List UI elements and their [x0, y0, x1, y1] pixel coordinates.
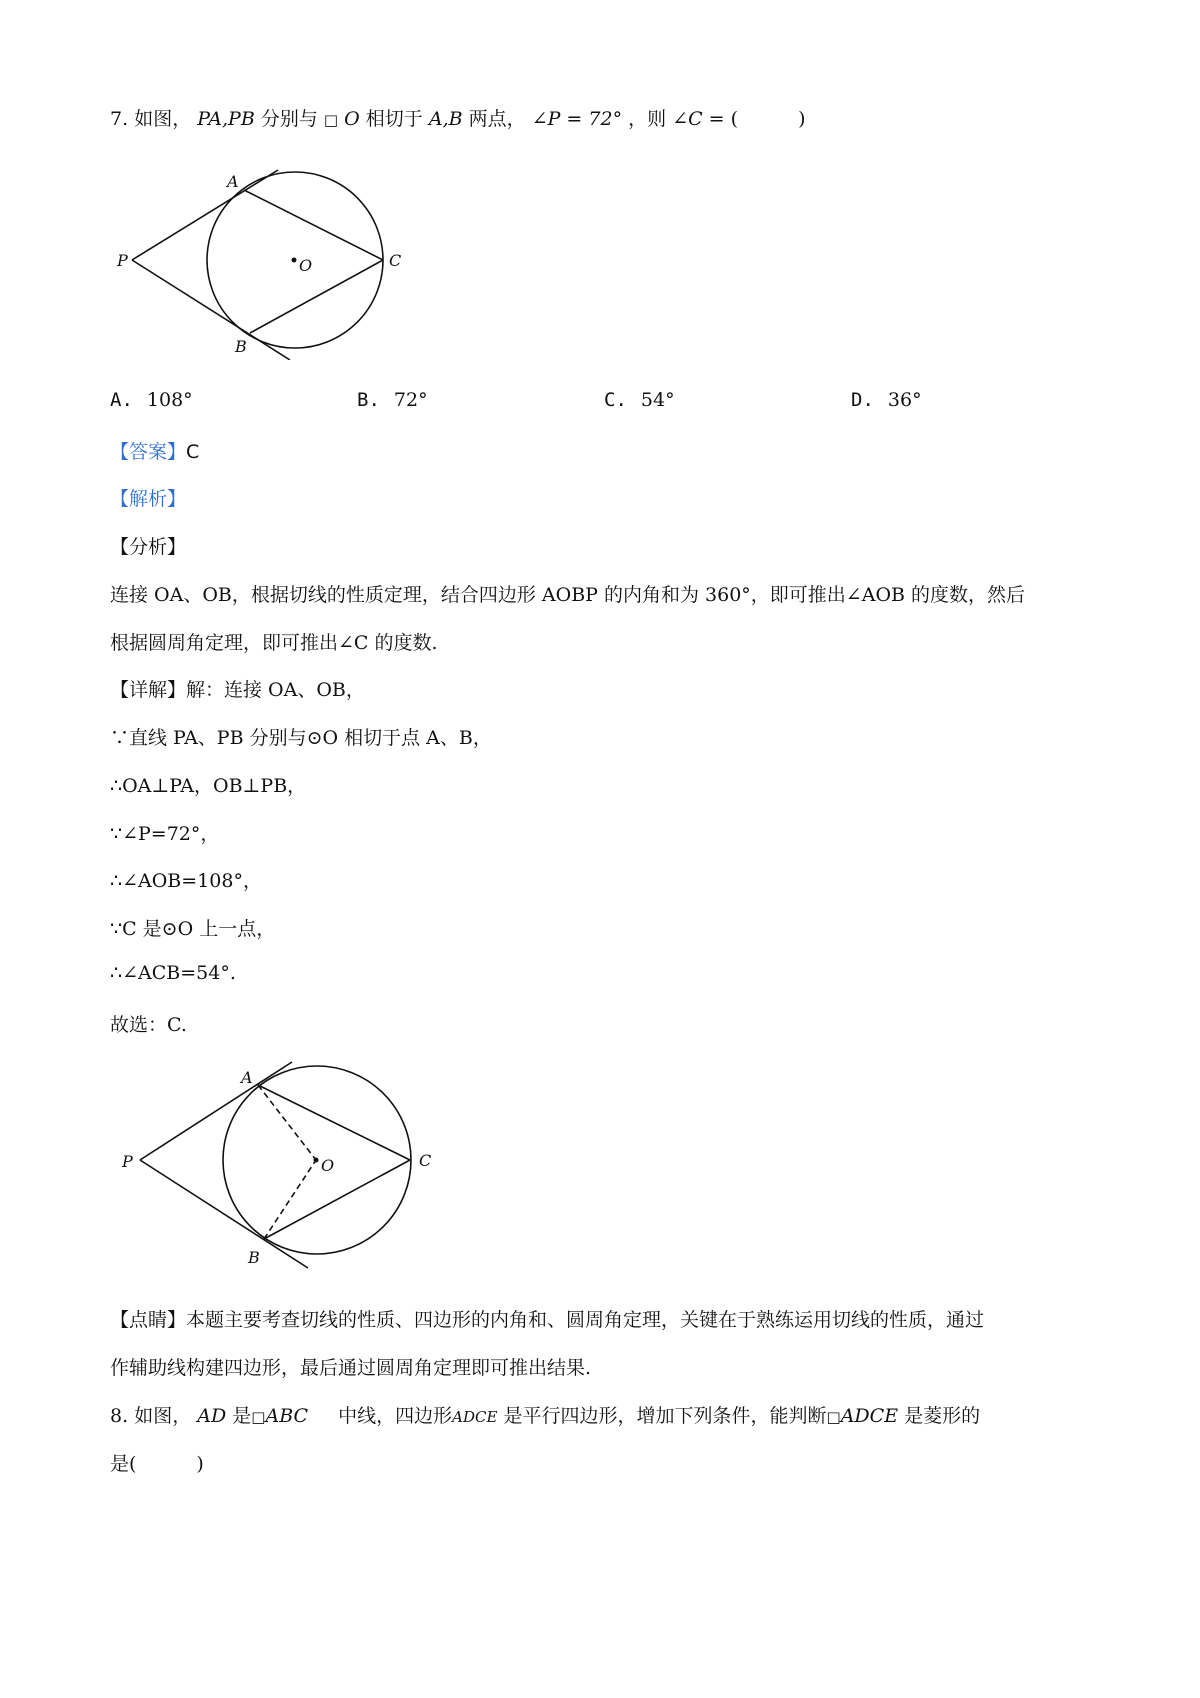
math-adce: ADCE [840, 1405, 899, 1427]
question-text: 两点， [468, 108, 526, 130]
tangent-line-pa [140, 1062, 292, 1160]
chord-ac [258, 1085, 410, 1160]
label-a: A [241, 1068, 253, 1087]
option-d[interactable] [851, 389, 922, 411]
question-text: 是平行四边形，增加下列条件，能判断 [503, 1405, 827, 1427]
question-number: 8. [110, 1405, 129, 1427]
answer-paren-close: ) [196, 1453, 204, 1475]
missing-glyph: □ [323, 111, 339, 129]
label-o: O [299, 256, 313, 275]
question-text: 如图， [134, 108, 192, 130]
question-text: ，则 [628, 108, 667, 130]
comment-line-1 [110, 1305, 984, 1332]
question-text: 中线，四边形 [338, 1405, 453, 1427]
label-p: P [117, 251, 128, 270]
detail-step-4: ∴∠AOB=108°， [110, 870, 262, 892]
question-text: 相切于 [365, 108, 423, 130]
answer-label: 【答案】 [110, 441, 187, 463]
diagram-tangent-circle-1 [110, 160, 410, 360]
question-text: 是( [110, 1453, 137, 1475]
detail-step-6: ∴∠ACB=54°. [110, 962, 236, 984]
option-b[interactable] [357, 389, 428, 411]
option-value: 108° [146, 389, 193, 411]
question-text: 是 [232, 1405, 252, 1427]
option-letter: D. [851, 389, 874, 411]
comment-label: 【点睛】 [110, 1309, 187, 1331]
analysis-label: 【解析】 [110, 488, 187, 510]
math-o: O [344, 108, 360, 130]
math-angle-c: ∠C = [672, 108, 725, 130]
option-letter: C. [604, 389, 627, 411]
answer-line [110, 437, 199, 464]
answer-paren-close: ) [798, 108, 806, 130]
option-a[interactable] [110, 389, 193, 411]
dashed-radius-ob [264, 1160, 316, 1239]
detail-conclusion: 故选：C. [110, 1014, 187, 1036]
tangent-line-pb [132, 260, 290, 360]
option-value: 54° [640, 389, 675, 411]
detail-step-5: ∵C 是⊙O 上一点， [110, 918, 276, 940]
comment-text: 本题主要考查切线的性质、四边形的内角和、圆周角定理，关键在于熟练运用切线的性质，通过 [186, 1309, 985, 1331]
label-a: A [227, 172, 239, 191]
detail-label: 【详解】 [110, 679, 187, 701]
detail-step-2: ∴OA⊥PA，OB⊥PB， [110, 775, 307, 797]
option-c[interactable] [604, 389, 675, 411]
label-b: B [235, 337, 247, 356]
tangent-line-pa [132, 170, 278, 260]
missing-glyph: □ [826, 1408, 841, 1426]
math-adce: ADCE [452, 1408, 498, 1426]
fenxi-line-1: 连接 OA、OB，根据切线的性质定理，结合四边形 AOBP 的内角和为 360°，即可推出∠AOB 的度数，然后 [110, 584, 1026, 606]
math-pa-pb: PA,PB [197, 108, 255, 130]
question-text: 分别与 [260, 108, 318, 130]
question-8 [110, 1401, 980, 1428]
label-c: C [389, 251, 402, 270]
chord-ac [244, 190, 383, 260]
option-letter: A. [110, 389, 133, 411]
chord-bc [264, 1160, 410, 1239]
detail-step-1: ∵直线 PA、PB 分别与⊙O 相切于点 A、B， [110, 727, 492, 749]
option-letter: B. [357, 389, 380, 411]
label-p: P [122, 1152, 133, 1171]
math-ad: AD [197, 1405, 227, 1427]
math-abc: ABC [265, 1405, 309, 1427]
math-a-b: A,B [428, 108, 463, 130]
missing-glyph: □ [251, 1408, 266, 1426]
label-o: O [321, 1156, 335, 1175]
question-7 [110, 104, 806, 131]
center-point [292, 258, 297, 263]
fenxi-label: 【分析】 [110, 536, 187, 558]
chord-bc [250, 260, 383, 333]
detail-step-3: ∵∠P=72°， [110, 823, 220, 845]
question-text: 是菱形的 [904, 1405, 981, 1427]
answer-paren-open: ( [730, 108, 739, 130]
detail-text: 解：连接 OA、OB， [186, 679, 365, 701]
answer-value: C [186, 441, 200, 463]
center-point [314, 1158, 319, 1163]
math-angle-p: ∠P = 72° [531, 108, 623, 130]
option-value: 72° [393, 389, 428, 411]
detail-line-1 [110, 675, 365, 702]
label-c: C [419, 1151, 432, 1170]
dashed-radius-oa [258, 1085, 316, 1160]
comment-line-2: 作辅助线构建四边形，最后通过圆周角定理即可推出结果. [110, 1357, 592, 1379]
question-8-line-2 [110, 1449, 204, 1476]
option-value: 36° [887, 389, 922, 411]
label-b: B [248, 1248, 260, 1267]
question-number: 7. [110, 108, 129, 130]
fenxi-line-2: 根据圆周角定理，即可推出∠C 的度数. [110, 632, 438, 654]
diagram-tangent-circle-2 [110, 1055, 450, 1275]
question-text: 如图， [134, 1405, 192, 1427]
